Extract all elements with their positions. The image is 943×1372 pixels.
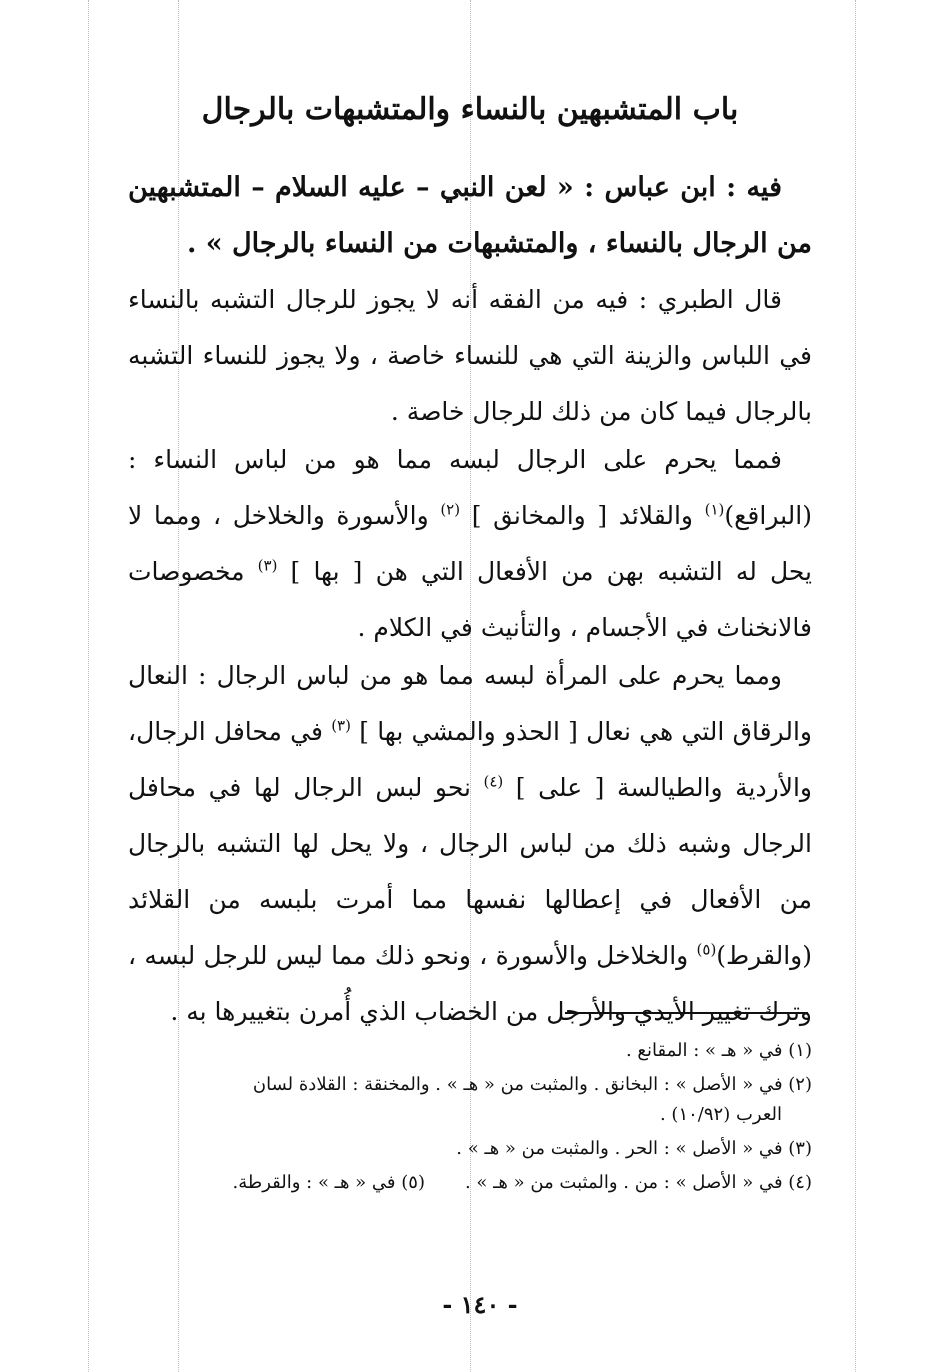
footnote-ref: (٣) bbox=[257, 556, 278, 575]
footnote-1: (١) في « هـ » : المقانع . bbox=[625, 1040, 812, 1061]
footnote-2-continuation: العرب (١٠/٩٢) . bbox=[659, 1104, 782, 1125]
hadith-body: فيه : ابن عباس : « لعن النبي – عليه السلام – المتشبهين من الرجال بالنساء ، والمتشبهات من النساء بالرجال » . bbox=[128, 172, 812, 259]
paragraph-text: مخصوصات فالانخناث في الأجسام ، والتأنيث في الكلام . bbox=[128, 557, 812, 642]
footnote-divider bbox=[565, 1012, 808, 1014]
paragraph-text: والخلاخل والأسورة ، ونحو ذلك مما ليس للرجل لبسه ، وترك تغيير الأيدي والأرجل من الخضاب الذي أُمرن بتغييرها به . bbox=[128, 941, 812, 1026]
footnote-4-5 bbox=[128, 1168, 812, 1198]
paragraph-tabari bbox=[128, 272, 812, 440]
footnote-ref: (١) bbox=[704, 500, 725, 519]
footnote-4: (٤) في « الأصل » : من . والمثبت من « هـ » . bbox=[464, 1172, 812, 1193]
footnote-3: (٣) في « الأصل » : الحر . والمثبت من « هـ » . bbox=[456, 1138, 812, 1159]
page-number: - ١٤٠ - bbox=[442, 1290, 518, 1319]
paragraph-text: والقلائد [ والمخانق ] bbox=[460, 501, 705, 530]
scan-guide-line bbox=[88, 0, 89, 1372]
footnote-ref: (٣) bbox=[331, 716, 351, 735]
footnote-2 bbox=[128, 1070, 812, 1130]
footnote-ref: (٢) bbox=[440, 500, 461, 519]
paragraph-men bbox=[128, 432, 812, 656]
footnote-5: (٥) في « هـ » : والقرطة. bbox=[232, 1172, 425, 1193]
paragraph-text: في محافل الرجال، والأردية والطيالسة [ على ] bbox=[128, 717, 812, 802]
hadith-text bbox=[128, 160, 812, 272]
paragraph-text: قال الطبري : فيه من الفقه أنه لا يجوز للرجال التشبه بالنساء في اللباس والزينة التي هي للنساء خاصة ، ولا يجوز للنساء التشبه بالرجال فيما كان من ذلك للرجال خاصة . bbox=[128, 285, 812, 426]
footnote-ref: (٤) bbox=[483, 772, 504, 791]
footnotes bbox=[128, 1036, 812, 1202]
paragraph-text: فمما يحرم على الرجال لبسه مما هو من لباس النساء : (البراقع) bbox=[128, 445, 812, 530]
paragraph-women bbox=[128, 648, 812, 1040]
paragraph-text: ومما يحرم على المرأة لبسه مما هو من لباس الرجال : النعال والرقاق التي هي نعال [ الحذو والمشي بها ] bbox=[128, 661, 812, 746]
paragraph-text: نحو لبس الرجال لها في محافل الرجال وشبه ذلك من لباس الرجال ، ولا يحل لها التشبه بالرجال من الأفعال في إعطالها نفسها مما أمرت بلبسه من القلائد (والقرط) bbox=[128, 773, 812, 970]
footnote-ref: (٥) bbox=[696, 940, 717, 959]
scan-guide-line bbox=[855, 0, 856, 1372]
footnote-2-line: (٢) في « الأصل » : البخانق . والمثبت من « هـ » . والمخنقة : القلادة لسان bbox=[252, 1074, 812, 1095]
paragraph-text: والأسورة والخلاخل ، ومما لا يحل له التشبه بهن من الأفعال التي هن [ بها ] bbox=[128, 501, 812, 586]
chapter-title: باب المتشبهين بالنساء والمتشبهات بالرجال bbox=[201, 92, 739, 127]
